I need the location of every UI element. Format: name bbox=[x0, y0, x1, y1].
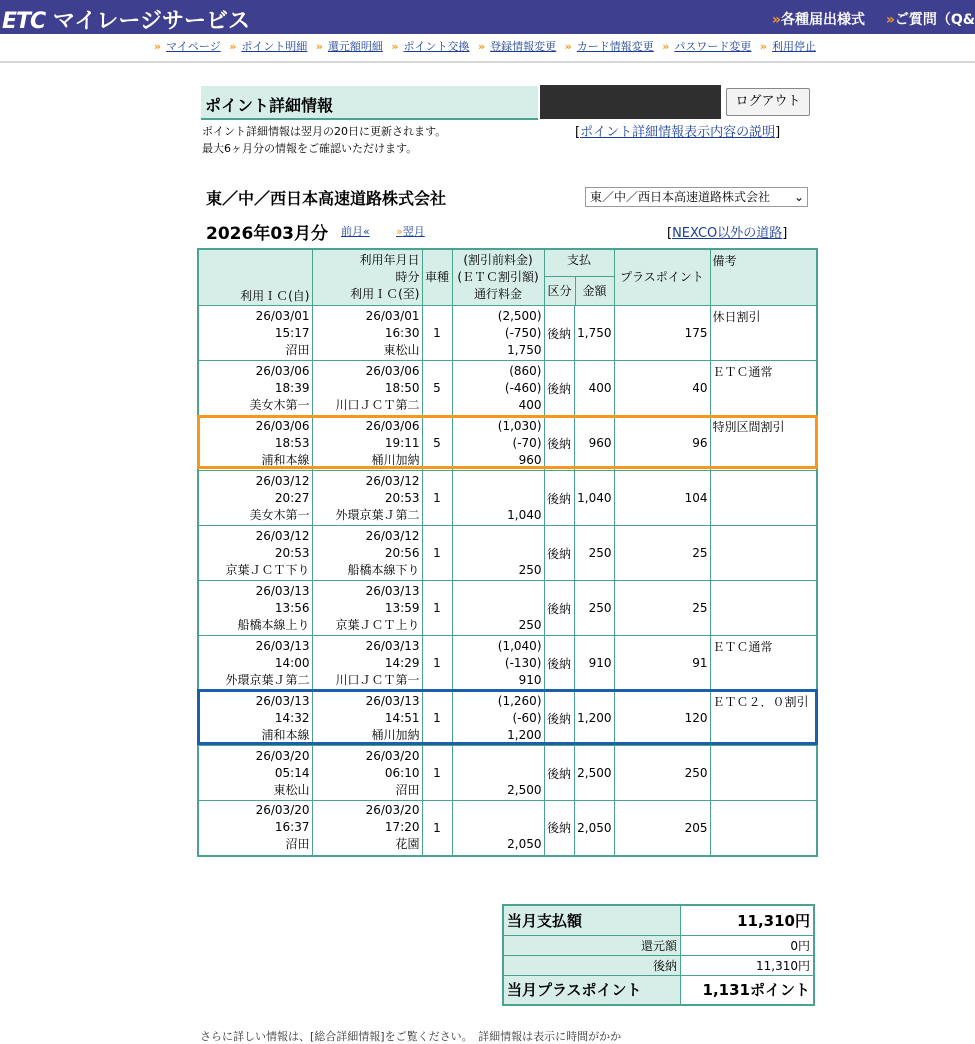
page-title: ポイント詳細情報 bbox=[205, 96, 334, 115]
cell-note bbox=[710, 801, 817, 856]
table-row bbox=[198, 746, 817, 801]
table-row bbox=[198, 691, 817, 746]
table-header-row bbox=[198, 249, 817, 306]
nav-point-exchange[interactable]: ポイント交換 bbox=[403, 40, 470, 53]
cell-from: 26/03/13 14:32 浦和本線 bbox=[198, 691, 312, 746]
nav-refund-details[interactable]: 還元額明細 bbox=[327, 40, 383, 53]
cell-to: 26/03/12 20:53 外環京葉Ｊ第二 bbox=[312, 471, 422, 526]
nav-card-info[interactable]: カード情報変更 bbox=[576, 40, 654, 53]
cell-to: 26/03/13 14:51 桶川加納 bbox=[312, 691, 422, 746]
cell-pay-type: 後納 bbox=[544, 691, 574, 746]
cell-fare: (1,040) (-130) 910 bbox=[452, 636, 544, 691]
cell-to: 26/03/06 18:50 川口ＪＣＴ第二 bbox=[312, 361, 422, 416]
cell-vehicle: 1 bbox=[422, 746, 452, 801]
page-title-box bbox=[201, 86, 538, 120]
cell-from: 26/03/20 05:14 東松山 bbox=[198, 746, 312, 801]
table-row bbox=[198, 361, 817, 416]
cell-note: ＥＴＣ通常 bbox=[710, 636, 817, 691]
cell-from: 26/03/12 20:53 京葉ＪＣＴ下り bbox=[198, 526, 312, 581]
cell-pay-type: 後納 bbox=[544, 581, 574, 636]
cell-pay-type: 後納 bbox=[544, 801, 574, 856]
cell-fare: 250 bbox=[452, 581, 544, 636]
cell-amount: 2,500 bbox=[574, 746, 614, 801]
cell-from: 26/03/06 18:53 浦和本線 bbox=[198, 416, 312, 471]
cell-points: 250 bbox=[614, 746, 710, 801]
summary-refund-row bbox=[503, 935, 814, 955]
cell-amount: 910 bbox=[574, 636, 614, 691]
cell-vehicle: 1 bbox=[422, 526, 452, 581]
cell-fare: 1,040 bbox=[452, 471, 544, 526]
cell-points: 120 bbox=[614, 691, 710, 746]
cell-to: 26/03/20 17:20 花園 bbox=[312, 801, 422, 856]
nav-point-details[interactable]: ポイント明細 bbox=[241, 40, 308, 53]
cell-amount: 960 bbox=[574, 416, 614, 471]
cell-amount: 2,050 bbox=[574, 801, 614, 856]
logout-button[interactable]: ログアウト bbox=[726, 88, 810, 116]
cell-fare: 250 bbox=[452, 526, 544, 581]
double-arrow-icon: » bbox=[229, 40, 237, 53]
company-name: 東／中／西日本高速道路株式会社 bbox=[206, 189, 447, 208]
cell-points: 91 bbox=[614, 636, 710, 691]
summary-deferred-value: 11,310円 bbox=[681, 955, 815, 975]
table-row bbox=[198, 581, 817, 636]
cell-to: 26/03/13 13:59 京葉ＪＣＴ上り bbox=[312, 581, 422, 636]
etc-logo[interactable] bbox=[2, 4, 250, 35]
summary-total-row bbox=[503, 905, 814, 935]
cell-fare: 2,050 bbox=[452, 801, 544, 856]
header-bar bbox=[0, 0, 975, 34]
cell-note: 休日割引 bbox=[710, 306, 817, 361]
double-arrow-icon: » bbox=[564, 40, 572, 53]
header-link-forms[interactable]: »各種届出様式 bbox=[771, 12, 865, 28]
cell-points: 40 bbox=[614, 361, 710, 416]
header-note: 備考 bbox=[710, 249, 817, 306]
header-link-faq[interactable]: »ご質問（Q& bbox=[885, 12, 975, 28]
cell-pay-type: 後納 bbox=[544, 471, 574, 526]
table-row bbox=[198, 416, 817, 471]
cell-from: 26/03/13 13:56 船橋本線上り bbox=[198, 581, 312, 636]
double-arrow-icon: » bbox=[315, 40, 323, 53]
cell-vehicle: 1 bbox=[422, 691, 452, 746]
chevron-down-icon: ⌄ bbox=[793, 190, 804, 204]
cell-to: 26/03/12 20:56 船橋本線下り bbox=[312, 526, 422, 581]
summary-points-value: 1,131ポイント bbox=[681, 975, 815, 1005]
cell-note bbox=[710, 746, 817, 801]
cell-note bbox=[710, 581, 817, 636]
monthly-summary bbox=[502, 904, 815, 1006]
header-date-to-ic: 利用年月日 時分 利用ＩＣ(至) bbox=[312, 249, 422, 306]
cell-note bbox=[710, 471, 817, 526]
cell-from: 26/03/01 15:17 沼田 bbox=[198, 306, 312, 361]
cell-pay-type: 後納 bbox=[544, 636, 574, 691]
header-from-ic: 利用ＩＣ(自) bbox=[198, 249, 312, 306]
header-links bbox=[756, 9, 975, 29]
cell-points: 25 bbox=[614, 526, 710, 581]
summary-points-label: 当月プラスポイント bbox=[503, 975, 681, 1005]
redacted-user-info bbox=[540, 85, 721, 119]
main-nav bbox=[0, 38, 975, 54]
summary-total-value: 11,310円 bbox=[681, 905, 815, 935]
cell-from: 26/03/06 18:39 美女木第一 bbox=[198, 361, 312, 416]
cell-vehicle: 1 bbox=[422, 471, 452, 526]
header-points: プラスポイント bbox=[614, 249, 710, 306]
cell-pay-type: 後納 bbox=[544, 746, 574, 801]
cell-vehicle: 5 bbox=[422, 361, 452, 416]
cell-pay-type: 後納 bbox=[544, 306, 574, 361]
range-info: 最大6ヶ月分の情報をご確認いただけます。 bbox=[202, 142, 418, 155]
nav-password[interactable]: パスワード変更 bbox=[674, 40, 752, 53]
cell-amount: 1,040 bbox=[574, 471, 614, 526]
divider bbox=[0, 61, 975, 63]
table-row bbox=[198, 471, 817, 526]
cell-from: 26/03/12 20:27 美女木第一 bbox=[198, 471, 312, 526]
cell-points: 25 bbox=[614, 581, 710, 636]
cell-vehicle: 1 bbox=[422, 636, 452, 691]
summary-refund-value: 0円 bbox=[681, 935, 815, 955]
cell-vehicle: 1 bbox=[422, 581, 452, 636]
cell-note bbox=[710, 526, 817, 581]
cell-fare: 2,500 bbox=[452, 746, 544, 801]
cell-fare: (860) (-460) 400 bbox=[452, 361, 544, 416]
company-select-value: 東／中／西日本高速道路株式会社 bbox=[590, 190, 771, 204]
header-fare: (割引前料金) (ＥＴＣ割引額) 通行料金 bbox=[452, 249, 544, 306]
next-month-link[interactable]: »翌月 bbox=[396, 225, 425, 238]
table-row bbox=[198, 526, 817, 581]
prev-month-link[interactable]: 前月« bbox=[341, 225, 370, 238]
cell-pay-type: 後納 bbox=[544, 361, 574, 416]
cell-points: 104 bbox=[614, 471, 710, 526]
double-arrow-icon: » bbox=[154, 40, 162, 53]
cell-note: 特別区間割引 bbox=[710, 416, 817, 471]
cell-points: 175 bbox=[614, 306, 710, 361]
double-arrow-icon: » bbox=[759, 40, 767, 53]
cell-vehicle: 5 bbox=[422, 416, 452, 471]
double-arrow-icon: » bbox=[662, 40, 670, 53]
cell-fare: (1,260) (-60) 1,200 bbox=[452, 691, 544, 746]
cell-pay-type: 後納 bbox=[544, 526, 574, 581]
cell-to: 26/03/01 16:30 東松山 bbox=[312, 306, 422, 361]
summary-deferred-row bbox=[503, 955, 814, 975]
nexco-other-link: [NEXCO以外の道路] bbox=[667, 226, 788, 241]
cell-points: 96 bbox=[614, 416, 710, 471]
cell-amount: 250 bbox=[574, 581, 614, 636]
company-select[interactable] bbox=[585, 187, 808, 207]
table-row bbox=[198, 801, 817, 856]
cell-amount: 250 bbox=[574, 526, 614, 581]
cell-vehicle: 1 bbox=[422, 801, 452, 856]
cell-amount: 1,200 bbox=[574, 691, 614, 746]
cell-note: ＥＴＣ通常 bbox=[710, 361, 817, 416]
cell-note: ＥＴＣ２．０割引 bbox=[710, 691, 817, 746]
table-row bbox=[198, 636, 817, 691]
cell-pay-type: 後納 bbox=[544, 416, 574, 471]
summary-refund-label: 還元額 bbox=[503, 935, 681, 955]
double-arrow-icon: » bbox=[885, 12, 895, 28]
logo-text: マイレージサービス bbox=[52, 9, 250, 34]
double-arrow-icon: » bbox=[478, 40, 486, 53]
double-arrow-icon: » bbox=[396, 225, 403, 238]
summary-points-row bbox=[503, 975, 814, 1005]
cell-to: 26/03/20 06:10 沼田 bbox=[312, 746, 422, 801]
cell-to: 26/03/13 14:29 川口ＪＣＴ第一 bbox=[312, 636, 422, 691]
update-info: ポイント詳細情報は翌月の20日に更新されます。 bbox=[202, 125, 447, 138]
nexco-other-anchor[interactable]: NEXCO以外の道路 bbox=[672, 226, 783, 241]
cell-points: 205 bbox=[614, 801, 710, 856]
nav-mypage[interactable]: マイページ bbox=[166, 40, 221, 53]
cell-fare: (1,030) (-70) 960 bbox=[452, 416, 544, 471]
header-vehicle: 車種 bbox=[422, 249, 452, 306]
cell-amount: 1,750 bbox=[574, 306, 614, 361]
help-link-anchor[interactable]: ポイント詳細情報表示内容の説明 bbox=[580, 125, 776, 140]
logo-etc: ETC bbox=[2, 9, 46, 34]
cell-vehicle: 1 bbox=[422, 306, 452, 361]
usage-table bbox=[197, 248, 818, 857]
month-label: 2026年03月分 bbox=[206, 224, 328, 244]
cell-amount: 400 bbox=[574, 361, 614, 416]
bottom-note: さらに詳しい情報は、[総合詳細情報]をご覧ください。 詳細情報は表示に時間がかか bbox=[200, 1030, 622, 1043]
cell-to: 26/03/06 19:11 桶川加納 bbox=[312, 416, 422, 471]
cell-from: 26/03/13 14:00 外環京葉Ｊ第二 bbox=[198, 636, 312, 691]
double-arrow-icon: » bbox=[771, 12, 781, 28]
table-row bbox=[198, 306, 817, 361]
nav-stop-use[interactable]: 利用停止 bbox=[771, 40, 816, 53]
cell-from: 26/03/20 16:37 沼田 bbox=[198, 801, 312, 856]
summary-deferred-label: 後納 bbox=[503, 955, 681, 975]
help-link: [ポイント詳細情報表示内容の説明] bbox=[575, 125, 781, 140]
double-arrow-icon: » bbox=[391, 40, 399, 53]
header-payment: 支払 区分 金額 bbox=[544, 249, 614, 306]
nav-registration[interactable]: 登録情報変更 bbox=[490, 40, 557, 53]
cell-fare: (2,500) (-750) 1,750 bbox=[452, 306, 544, 361]
summary-total-label: 当月支払額 bbox=[503, 905, 681, 935]
